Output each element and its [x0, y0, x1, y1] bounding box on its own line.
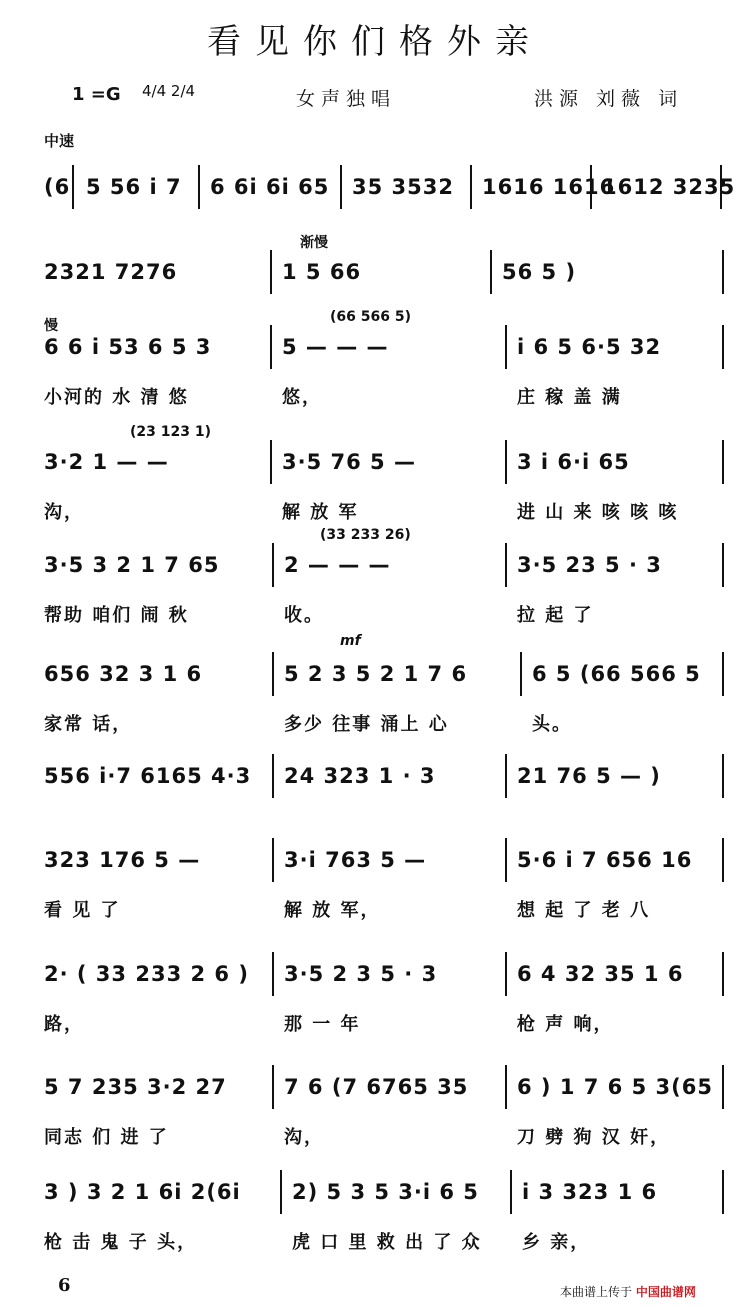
time-signature: 4/4 2/4	[142, 82, 196, 100]
bar-line	[505, 543, 507, 587]
measure: i 6 5 6·5 32	[517, 335, 662, 359]
notation-row	[0, 553, 750, 583]
lyric-phrase: 帮助 咱们 闹 秋	[44, 605, 189, 626]
notation-row	[0, 175, 750, 205]
bar-line	[280, 1170, 282, 1214]
notation-row	[0, 450, 750, 480]
measure: 2321 7276	[44, 260, 178, 284]
bar-line	[510, 1170, 512, 1214]
measure: 323 176 5 —	[44, 848, 201, 872]
lyric-phrase: 收。	[284, 605, 324, 626]
measure: 3·5 76 5 —	[282, 450, 416, 474]
measure: 5 — — —	[282, 335, 389, 359]
lyric-phrase: 解 放 军	[282, 502, 359, 523]
bar-line	[272, 652, 274, 696]
bar-line	[270, 325, 272, 369]
measure: 6 ) 1 7 6 5 3(65	[517, 1075, 713, 1099]
bar-line	[505, 838, 507, 882]
tempo-marking: 中速	[44, 132, 75, 150]
measure: 3·5 23 5 · 3	[517, 553, 662, 577]
notation-row	[0, 764, 750, 794]
lyric-phrase: 同志 们 进 了	[44, 1127, 169, 1148]
bar-line	[340, 165, 342, 209]
notation-row	[0, 1180, 750, 1210]
bar-line	[722, 652, 724, 696]
footer-brand: 中国曲谱网	[635, 1285, 696, 1299]
bar-line	[505, 440, 507, 484]
bar-line	[272, 952, 274, 996]
measure: 6 6i 6i 65	[210, 175, 330, 199]
lyric-phrase: 虎 口 里 救 出 了 众	[292, 1232, 482, 1253]
notation-row	[0, 335, 750, 365]
measure: 2· ( 33 233 2 6 )	[44, 962, 249, 986]
lyric-phrase: 枪 声 响，	[517, 1014, 614, 1035]
notation-row	[0, 260, 750, 290]
lyric-phrase: 解 放 军，	[284, 900, 381, 921]
bar-line	[722, 325, 724, 369]
measure: 24 323 1 · 3	[284, 764, 436, 788]
upper-notation: (33 233 26)	[320, 527, 411, 543]
lyric-phrase: 进 山 来 咳 咳 咳	[517, 502, 679, 523]
bar-line	[722, 754, 724, 798]
measure: (6	[44, 175, 71, 199]
measure: 5 2 3 5 2 1 7 6	[284, 662, 468, 686]
bar-line	[72, 165, 74, 209]
lyric-phrase: 小河的 水 清 悠	[44, 387, 189, 408]
dynamic-mark: mf	[340, 633, 361, 649]
key-signature: 1 =G	[72, 84, 121, 105]
bar-line	[470, 165, 472, 209]
lyric-phrase: 枪 击 鬼 子 头，	[44, 1232, 198, 1253]
lyric-phrase: 路，	[44, 1014, 84, 1035]
measure: 1612 3235	[602, 175, 736, 199]
bar-line	[722, 1170, 724, 1214]
bar-line	[272, 1065, 274, 1109]
measure: 5 7 235 3·2 27	[44, 1075, 227, 1099]
measure: 5·6 i 7 656 16	[517, 848, 693, 872]
bar-line	[270, 440, 272, 484]
lyric-phrase: 沟，	[44, 502, 84, 523]
lyric-phrase: 那 一 年	[284, 1014, 361, 1035]
lyric-phrase: 拉 起 了	[517, 605, 594, 626]
lyric-phrase: 沟，	[284, 1127, 324, 1148]
upper-notation: (66 566 5)	[330, 309, 411, 325]
lyric-phrase: 家常 话，	[44, 714, 133, 735]
lyric-phrase: 悠，	[282, 387, 322, 408]
score-header	[0, 84, 750, 114]
footer-credit	[560, 1283, 696, 1300]
bar-line	[505, 1065, 507, 1109]
bar-line	[722, 543, 724, 587]
page-number: 6	[58, 1275, 71, 1296]
lyric-phrase: 刀 劈 狗 汉 奸，	[517, 1127, 671, 1148]
measure: 56 5 )	[502, 260, 577, 284]
measure: 21 76 5 — )	[517, 764, 661, 788]
lyric-phrase: 想 起 了 老 八	[517, 900, 651, 921]
measure: 656 32 3 1 6	[44, 662, 203, 686]
lyric-phrase: 头。	[532, 714, 572, 735]
measure: 6 6 i 53 6 5 3	[44, 335, 212, 359]
measure: 5 56 i 7	[86, 175, 182, 199]
bar-line	[270, 250, 272, 294]
bar-line	[272, 543, 274, 587]
measure: 3·2 1 — —	[44, 450, 169, 474]
bar-line	[505, 952, 507, 996]
lyric-phrase: 多少 往事 涌上 心	[284, 714, 449, 735]
measure: 2 — — —	[284, 553, 391, 577]
bar-line	[505, 754, 507, 798]
page-title: 看见你们格外亲	[207, 22, 543, 62]
bar-line	[722, 838, 724, 882]
upper-notation: (23 123 1)	[130, 424, 211, 440]
notation-row	[0, 1075, 750, 1105]
measure: 35 3532	[352, 175, 454, 199]
measure: 1616 1616	[482, 175, 616, 199]
gradual-slow-mark: 渐慢	[300, 235, 328, 251]
bar-line	[722, 952, 724, 996]
notation-row	[0, 962, 750, 992]
bar-line	[722, 1065, 724, 1109]
bar-line	[272, 838, 274, 882]
bar-line	[490, 250, 492, 294]
bar-line	[520, 652, 522, 696]
bar-line	[722, 250, 724, 294]
measure: i 3 323 1 6	[522, 1180, 658, 1204]
notation-row	[0, 662, 750, 692]
notation-row	[0, 848, 750, 878]
measure: 3 i 6·i 65	[517, 450, 630, 474]
measure: 3·5 3 2 1 7 65	[44, 553, 220, 577]
measure: 3·5 2 3 5 · 3	[284, 962, 438, 986]
measure: 556 i·7 6165 4·3	[44, 764, 252, 788]
measure: 6 5 (66 566 5	[532, 662, 701, 686]
measure: 2) 5 3 5 3·i 6 5	[292, 1180, 479, 1204]
measure: 7 6 (7 6765 35	[284, 1075, 469, 1099]
bar-line	[505, 325, 507, 369]
bar-line	[722, 440, 724, 484]
lyric-phrase: 乡 亲，	[522, 1232, 591, 1253]
measure: 3 ) 3 2 1 6i 2(6i	[44, 1180, 241, 1204]
measure: 1 5 66	[282, 260, 362, 284]
bar-line	[198, 165, 200, 209]
voice-type: 女声独唱	[296, 88, 397, 110]
lyric-phrase: 庄 稼 盖 满	[517, 387, 622, 408]
measure: 6 4 32 35 1 6	[517, 962, 684, 986]
lyric-phrase: 看 见 了	[44, 900, 121, 921]
slow-mark: 慢	[44, 318, 58, 334]
measure: 3·i 763 5 —	[284, 848, 427, 872]
bar-line	[272, 754, 274, 798]
lyricist: 洪源 刘薇 词	[534, 88, 684, 110]
footer-text: 本曲谱上传于	[560, 1285, 633, 1299]
